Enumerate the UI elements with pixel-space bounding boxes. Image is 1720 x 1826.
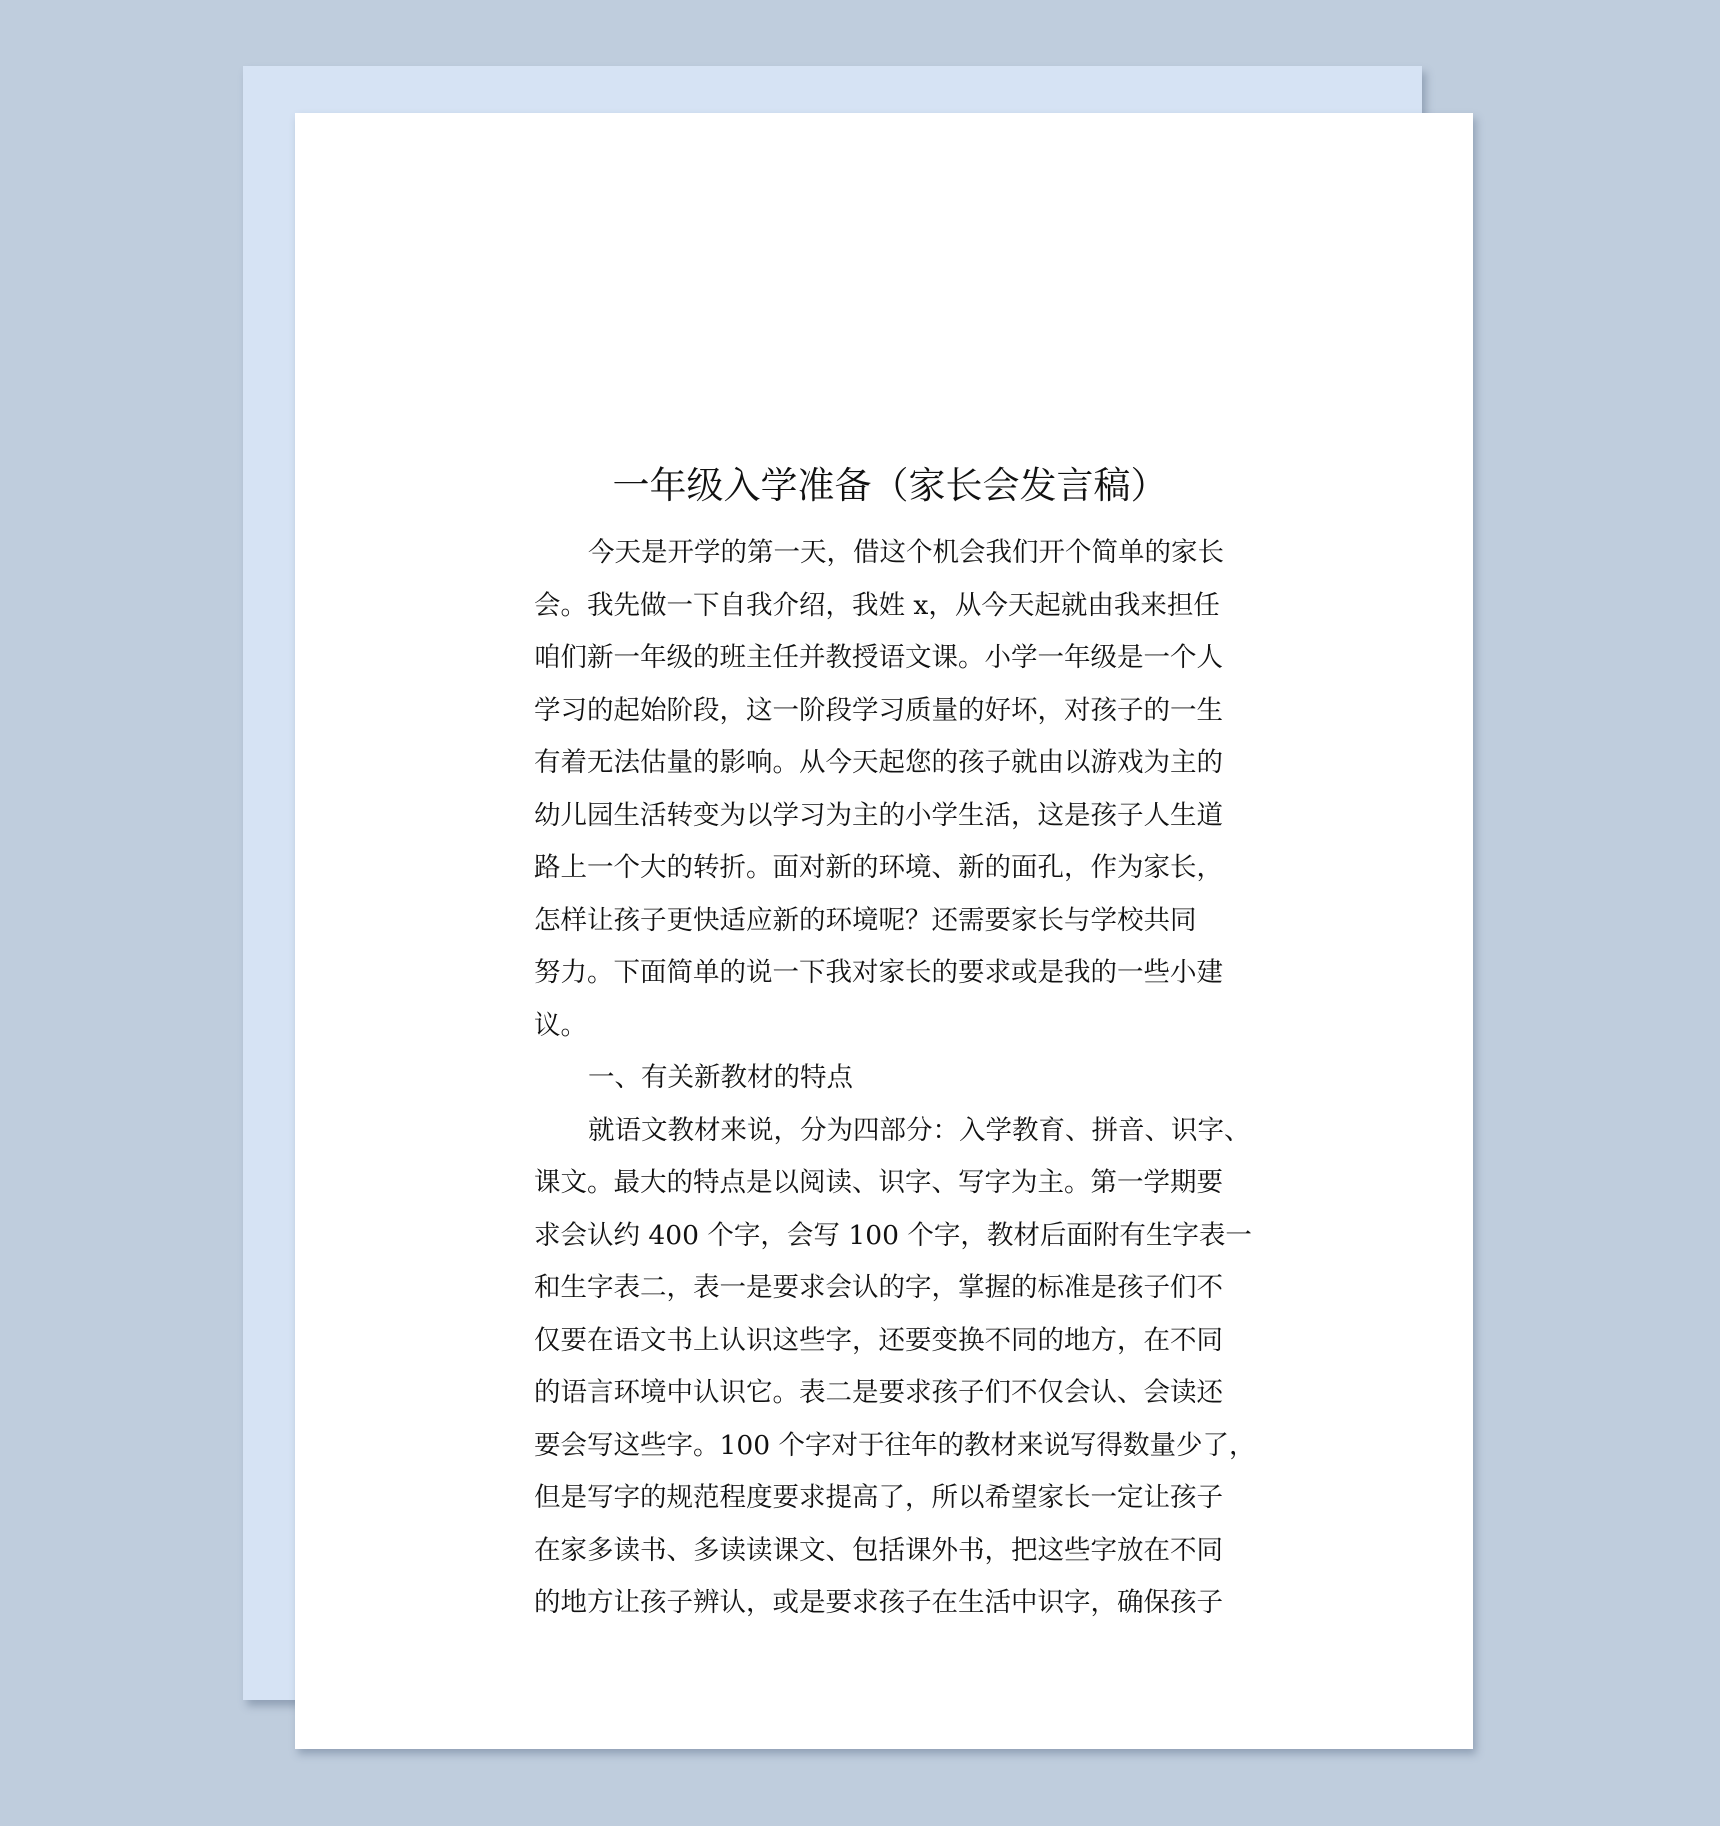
paragraph-line: 和生字表二，表一是要求会认的字，掌握的标准是孩子们不 [534, 1272, 1223, 1303]
paragraph-line: 的语言环境中认识它。表二是要求孩子们不仅会认、会读还 [534, 1377, 1223, 1408]
paragraph-line: 幼儿园生活转变为以学习为主的小学生活，这是孩子人生道 [534, 799, 1223, 831]
paragraph-line: 仅要在语文书上认识这些字，还要变换不同的地方，在不同 [534, 1324, 1223, 1356]
paragraph-line: 的地方让孩子辨认，或是要求孩子在生活中识字，确保孩子 [534, 1587, 1223, 1618]
paragraph-line: 有着无法估量的影响。从今天起您的孩子就由以游戏为主的 [534, 747, 1223, 778]
paragraph-line: 在家多读书、多读读课文、包括课外书，把这些字放在不同 [534, 1534, 1223, 1566]
paragraph-line: 议。 [534, 1009, 587, 1041]
document-page [295, 113, 1473, 1749]
paragraph-line: 课文。最大的特点是以阅读、识字、写字为主。第一学期要 [534, 1167, 1223, 1198]
paragraph-line: 今天是开学的第一天，借这个机会我们开个简单的家长 [588, 537, 1224, 568]
paragraph-line: 就语文教材来说，分为四部分：入学教育、拼音、识字、 [588, 1114, 1251, 1146]
paragraph-line: 求会认约 400 个字，会写 100 个字，教材后面附有生字表一 [534, 1219, 1252, 1251]
paragraph-line: 咱们新一年级的班主任并教授语文课。小学一年级是一个人 [534, 642, 1223, 673]
section-heading: 一、有关新教材的特点 [588, 1062, 853, 1093]
document-body [534, 527, 1254, 1630]
paragraph-line: 怎样让孩子更快适应新的环境呢？还需要家长与学校共同 [534, 904, 1197, 936]
paragraph-line: 会。我先做一下自我介绍，我姓 x，从今天起就由我来担任 [534, 589, 1220, 621]
paragraph-line: 要会写这些字。100 个字对于往年的教材来说写得数量少了， [534, 1429, 1256, 1461]
paragraph-line: 路上一个大的转折。面对新的环境、新的面孔，作为家长， [534, 852, 1223, 883]
paragraph-line: 但是写字的规范程度要求提高了，所以希望家长一定让孩子 [534, 1482, 1223, 1513]
paragraph-line: 努力。下面简单的说一下我对家长的要求或是我的一些小建 [534, 957, 1223, 988]
document-title: 一年级入学准备（家长会发言稿） [612, 464, 1168, 507]
paragraph-line: 学习的起始阶段，这一阶段学习质量的好坏，对孩子的一生 [534, 694, 1223, 726]
